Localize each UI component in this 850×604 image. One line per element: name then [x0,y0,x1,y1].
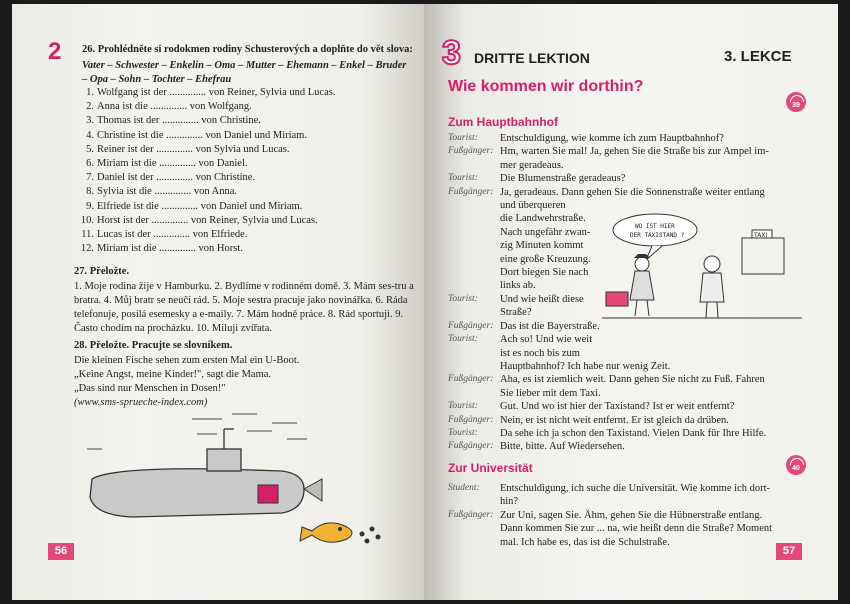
item-number: 9. [86,200,94,212]
dialog-line [448,536,793,549]
item-text: Sylvia ist die .............. von Anna. [97,186,237,198]
dialog-line [448,132,788,145]
dialog-line [448,427,788,440]
item-number: 8. [86,186,94,198]
dialog-text: hin? [500,496,519,508]
dialog-text: die Landwehrstraße. [500,213,586,225]
item-number: 12. [80,243,94,255]
exercise-26-title: 26. Prohlédněte si rodokmen rodiny Schusterových a doplňte do vět slova: [82,44,413,55]
dialog-line [448,495,793,508]
item-number: 4. [86,129,94,141]
speaker-label [448,387,500,400]
lesson-title: DRITTE LEKTION [474,50,590,66]
speaker-label [448,279,500,292]
speaker-label [448,199,500,212]
item-text: Daniel ist der .............. von Christine. [97,172,256,184]
speaker-label: Tourist: [448,133,478,143]
right-page [424,4,838,600]
speaker-label: Fußgänger: [448,374,494,385]
lesson-number-badge: 3 [442,34,461,72]
dialog-text: Gut. Und wo ist hier der Taxistand? Ist er weit entfernt? [500,401,735,413]
dialog-line [448,482,793,495]
exercise-26-list [74,86,335,256]
section-heading-hauptbahnhof: Zum Hauptbahnhof [448,115,558,129]
dialog-text: und überqueren [500,200,566,212]
open-book [12,4,838,600]
item-text: Miriam ist die .............. von Daniel. [97,158,248,170]
dialog-line [448,159,788,172]
submarine-illustration [72,409,392,559]
dialog-text: Ach so! Und wie weit [500,334,593,346]
dialog-line [448,522,793,535]
dialog-line [448,333,788,346]
dialog-text: Hm, warten Sie mal! Ja, gehen Sie die Straße bis zur Ampel im- [500,146,769,158]
section-heading-universitaet: Zur Universität [448,461,533,475]
dialog-line [448,172,788,185]
speaker-label [448,360,500,373]
dialog-text: eine große Kreuzung. [500,253,591,265]
item-text: Thomas ist der .............. von Christine. [97,115,261,127]
exercise-item [74,171,335,185]
exercise-28-title: 28. Přeložte. Pracujte se slovníkem. [74,340,233,351]
dialog-text: ist es noch bis zum [500,347,580,359]
dialog-text: Straße? [500,307,532,319]
exercise-item [74,214,335,228]
speaker-label [448,306,500,319]
item-number: 2. [86,101,94,113]
speaker-label: Tourist: [448,401,478,412]
exercise-item [74,200,335,214]
poem-line: Die kleinen Fische sehen zum ersten Mal ein U-Boot. [74,355,300,366]
dialog-text: Zur Uni, sagen Sie. Ähm, gehen Sie die Hübnerstraße entlang. [500,509,763,521]
speaker-label: Tourist: [448,293,478,304]
dialog-text: Aha, es ist ziemlich weit. Dann gehen Sie nicht zu Fuß. Fahren [500,374,765,386]
poem-source: (www.sms-sprueche-index.com) [74,397,208,408]
exercise-28-text [74,354,414,410]
exercise-item [74,242,335,256]
exercise-26-word-bank: Vater – Schwester – Enkelin – Oma – Mutter – Ehemann – Enkel – Bruder – Opa – Sohn – Tochter – Ehefrau [82,60,407,85]
speaker-label [448,239,500,252]
item-text: Elfriede ist die .............. von Daniel und Miriam. [97,200,303,212]
lesson-title-czech: 3. LEKCE [724,48,792,65]
dialog-line [448,509,793,522]
item-number: 1. [86,87,94,98]
exercise-item [74,185,335,199]
speaker-label: Tourist: [448,173,478,184]
dialog-text: Dann kommen Sie zur ... na, wie heißt denn die Straße? Moment [500,523,773,535]
item-text: Anna ist die .............. von Wolfgang. [97,101,252,113]
item-number: 10. [80,214,94,226]
dialog-text: mal. Ich habe es, das ist die Schulstraße. [500,536,670,548]
dialog-text: Da sehe ich ja schon den Taxistand. Vielen Dank für Ihre Hilfe. [500,427,767,439]
dialog-universitaet [448,482,793,549]
taxi-sign: TAXI [754,232,768,239]
item-text: Miriam ist die .............. von Horst. [97,243,243,255]
left-page [12,4,424,600]
exercise-item [74,143,335,157]
speaker-label: Student: [448,483,480,493]
exercise-item [74,86,335,100]
poem-line: „Das sind nur Menschen in Dosen!" [74,383,226,394]
item-text: Wolfgang ist der .............. von Reiner, Sylvia und Lucas. [97,87,336,98]
dialog-text: Sie lieber mit dem Taxi. [500,387,601,399]
dialog-text: Und wie heißt diese [500,293,584,305]
dialog-line [448,347,788,360]
audio-track-icon: 40 [786,455,806,475]
dialog-line [448,400,788,413]
dialog-text: Das ist die Bayerstraße. [500,320,600,332]
page-number-left: 56 [48,543,74,560]
dialog-text: Nein, er ist nicht weit entfernt. Er ist gleich da drüben. [500,414,729,426]
exercise-item [74,228,335,242]
speaker-label: Fußgänger: [448,441,494,452]
dialog-line [448,145,788,158]
item-number: 11. [81,229,94,241]
poem-line: „Keine Angst, meine Kinder!", sagt die Mama. [74,369,272,380]
page-number-right: 57 [776,543,802,560]
exercise-27-title: 27. Přeložte. [74,266,130,277]
speaker-label: Tourist: [448,334,478,345]
exercise-block-number: 2 [48,38,62,65]
speaker-label [448,266,500,279]
dialog-line [448,387,788,400]
dialog-line [448,360,788,373]
speaker-label [448,522,500,535]
dialog-text: zig Minuten kommt [500,240,584,252]
dialog-line [448,414,788,427]
speaker-label: Fußgänger: [448,186,494,197]
item-number: 6. [86,158,94,170]
item-number: 7. [86,172,94,184]
dialog-text: Dort biegen Sie nach [500,267,589,279]
speaker-label: Fußgänger: [448,146,494,157]
speaker-label [448,495,500,508]
exercise-item [74,129,335,143]
speaker-label [448,212,500,225]
item-text: Horst ist der .............. von Reiner, Sylvia und Lucas. [97,214,318,226]
item-text: Reiner ist der .............. von Sylvia und Lucas. [97,143,290,155]
dialog-text: links ab. [500,280,536,292]
speaker-label: Fußgänger: [448,320,494,331]
dialog-line [448,440,788,453]
exercise-item [74,157,335,171]
dialog-line [448,373,788,386]
dialog-text: Entschuldigung, ich suche die Universität. Wie komme ich dort- [500,483,770,494]
item-number: 5. [86,143,94,155]
speaker-label: Tourist: [448,427,478,438]
dialog-line [448,186,788,199]
speech-bubble-line1: WO IST HIER [635,223,675,230]
item-number: 3. [86,115,94,127]
item-text: Christine ist die .............. von Daniel und Miriam. [97,129,307,141]
exercise-item [74,100,335,114]
speaker-label [448,347,500,360]
audio-track-icon: 39 [786,92,806,112]
dialog-text: Die Blumenstraße geradeaus? [500,173,626,185]
dialog-text: Entschuldigung, wie komme ich zum Hauptbahnhof? [500,133,724,144]
item-text: Lucas ist der .............. von Elfriede. [97,229,248,241]
exercise-item [74,114,335,128]
exercise-27-text: 1. Moje rodina žije v Hamburku. 2. Bydlíme v rodinném domě. 3. Mám ses-tru a bratra. 4. Můj bratr se neučí rád. 5. Moje sestra pracuje jako novinářka. 6. Ráda telefonuje, posílá esemesky a e-maily. 7. Mám hodně práce. 8. Rád sportuji. 9. Často chodím na procházku. 10. Miluji zvířata. [74,281,414,334]
dialog-text: mer geradeaus. [500,159,564,171]
speaker-label: Fußgänger: [448,414,494,425]
speaker-label [448,253,500,266]
speech-bubble-line2: DER TAXISTAND ? [630,232,685,239]
dialog-text: Nach ungefähr zwan- [500,226,591,238]
speaker-label [448,159,500,172]
dialog-text: Hauptbahnhof? Ich habe nur wenig Zeit. [500,360,671,372]
speaker-label [448,226,500,239]
cartoon-tourist-illustration [602,208,802,324]
speaker-label [448,536,500,549]
dialog-text: Bitte, bitte. Auf Wiedersehen. [500,441,625,453]
speaker-label: Fußgänger: [448,509,494,520]
main-heading: Wie kommen wir dorthin? [448,78,644,95]
dialog-text: Ja, geradeaus. Dann gehen Sie die Sonnenstraße weiter entlang [500,186,765,198]
